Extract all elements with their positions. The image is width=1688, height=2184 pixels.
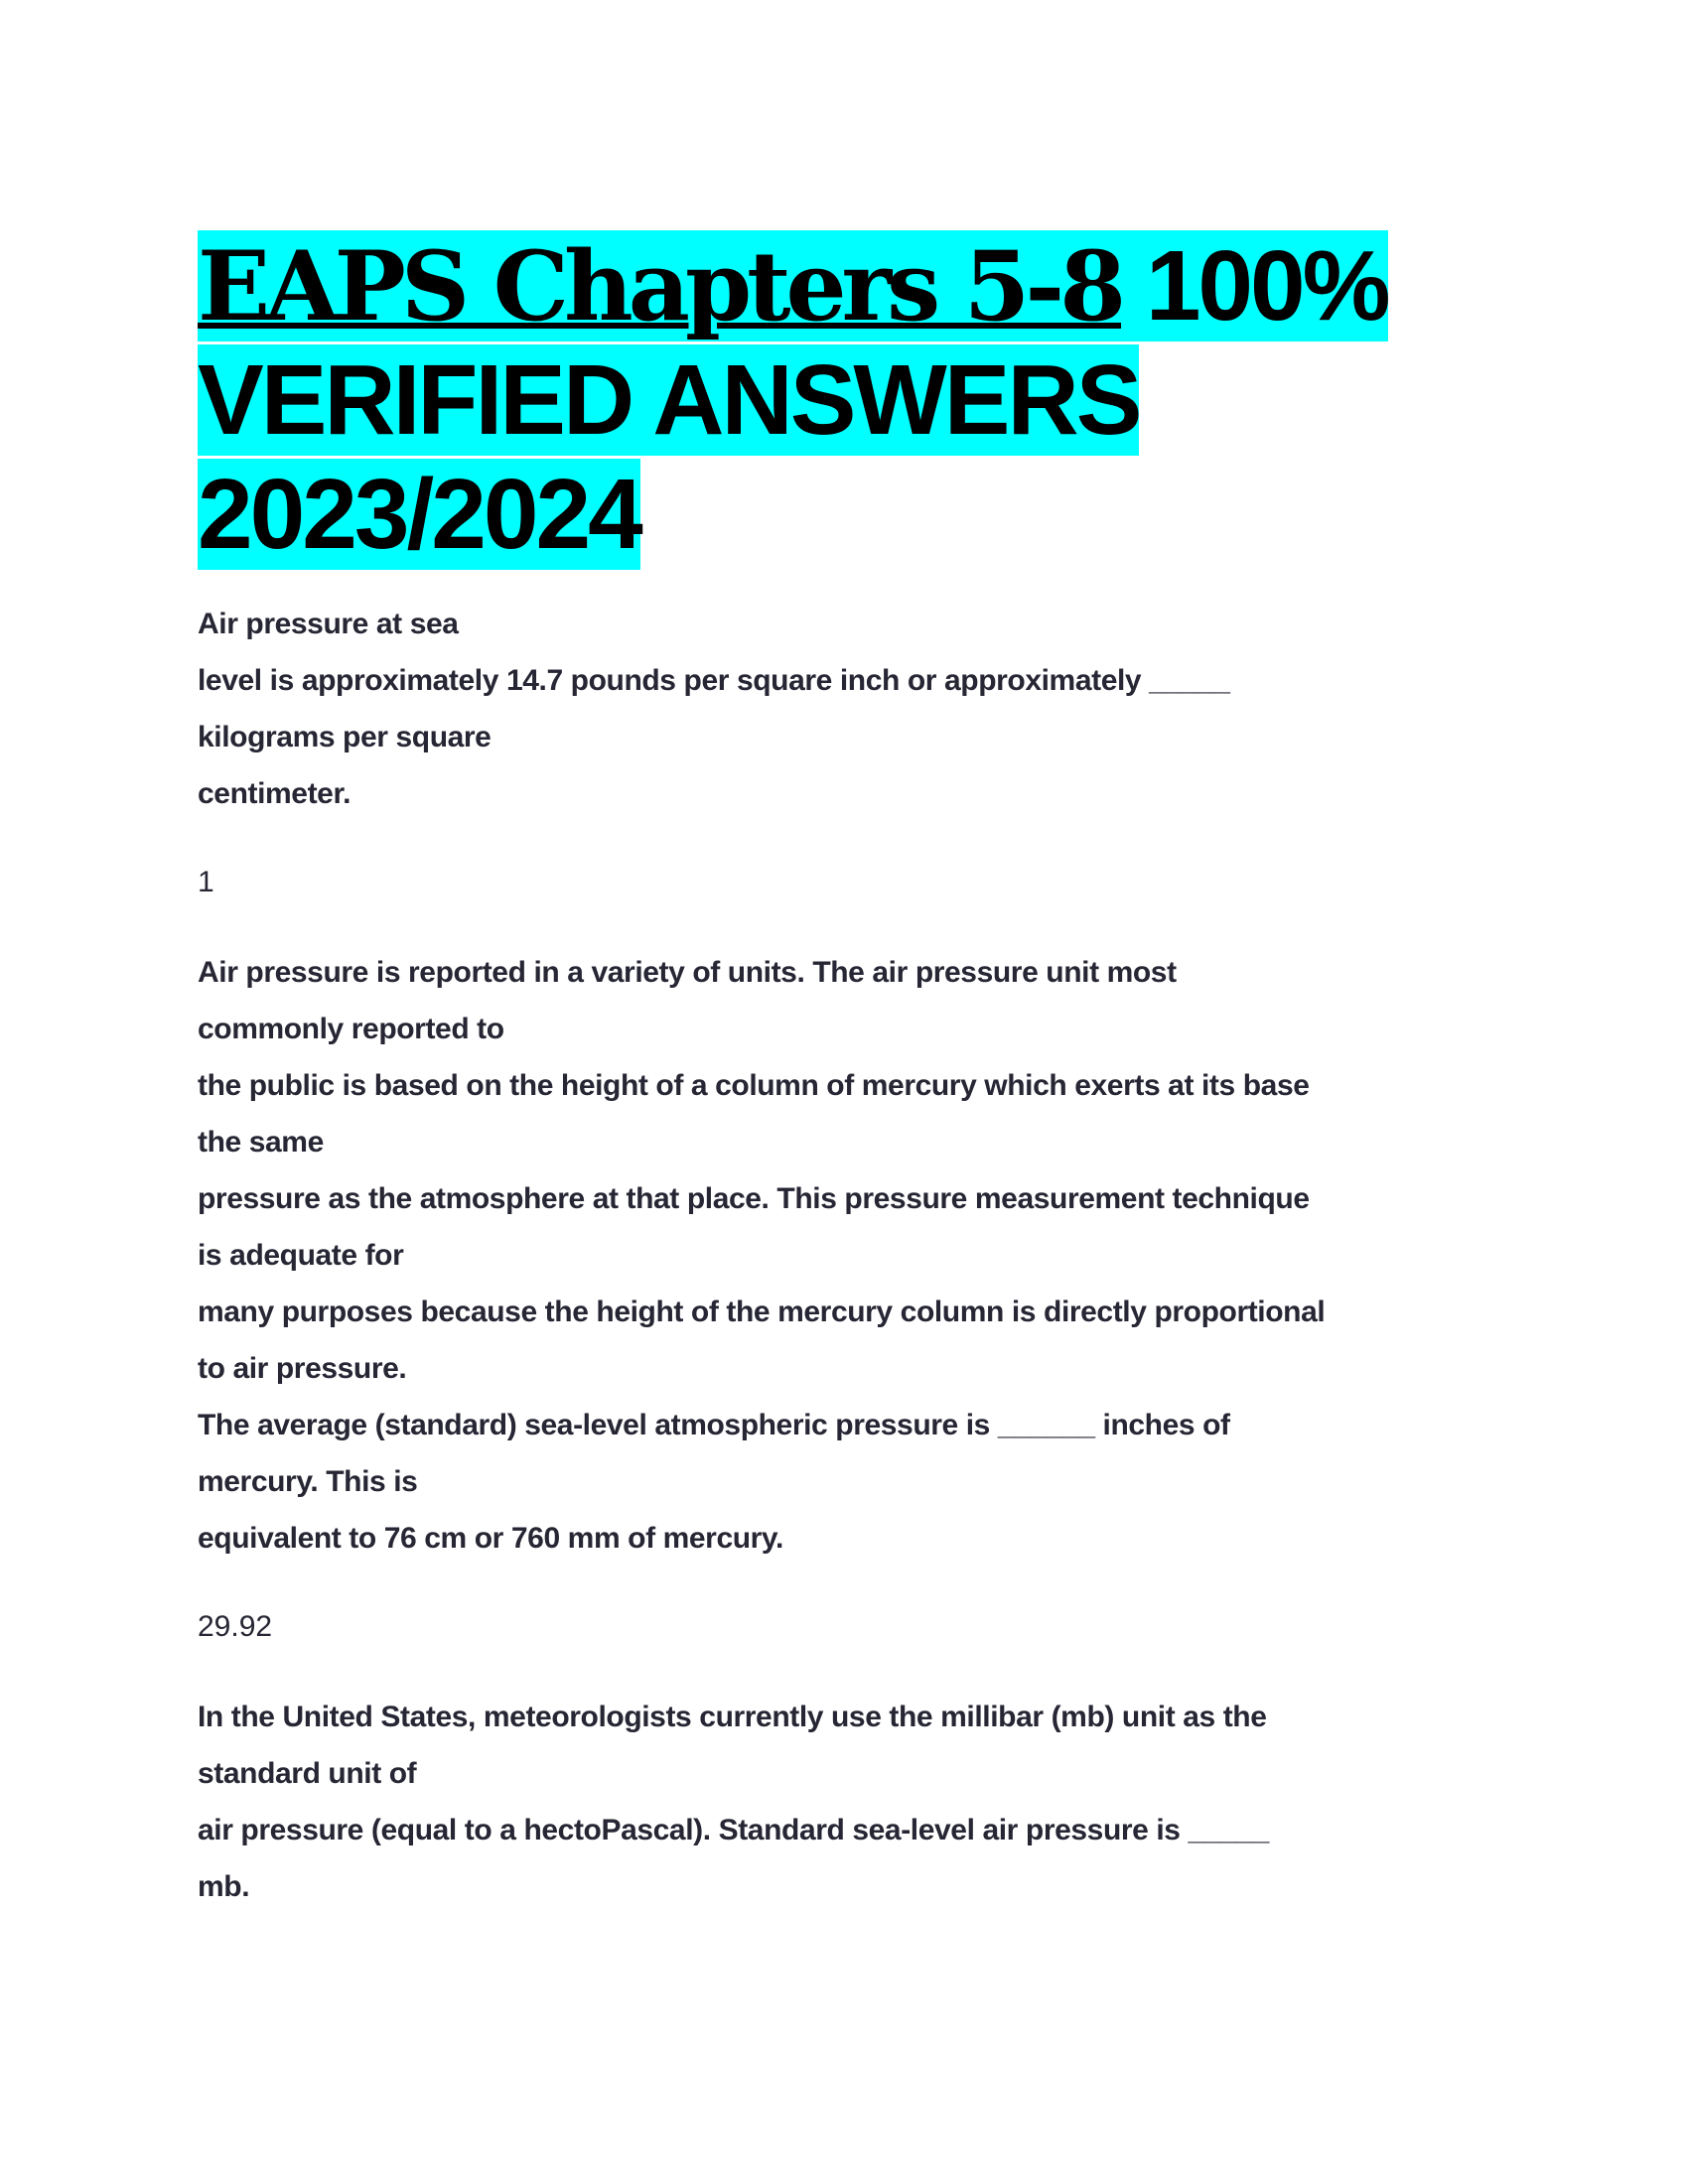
title-percent: 100% xyxy=(1121,230,1388,341)
answer-2: 29.92 xyxy=(198,1610,273,1643)
answer-1: 1 xyxy=(198,866,214,898)
title-link[interactable]: EAPS Chapters 5-8 xyxy=(198,230,1122,342)
question-line: level is approximately 14.7 pounds per square inch or approximately _____ xyxy=(198,664,1230,697)
question-line: is adequate for xyxy=(198,1239,404,1272)
question-line: Air pressure at sea xyxy=(198,608,459,640)
question-2 xyxy=(198,944,1508,1567)
document-title xyxy=(198,229,1389,572)
question-line: air pressure (equal to a hectoPascal). Standard sea-level air pressure is _____ xyxy=(198,1814,1269,1846)
question-line: equivalent to 76 cm or 760 mm of mercury. xyxy=(198,1522,783,1555)
question-line: centimeter. xyxy=(198,777,352,810)
question-line: standard unit of xyxy=(198,1757,417,1790)
question-1 xyxy=(198,596,1508,822)
question-line: The average (standard) sea-level atmospheric pressure is ______ inches of xyxy=(198,1409,1230,1441)
question-line: In the United States, meteorologists currently use the millibar (mb) unit as the xyxy=(198,1701,1267,1733)
question-line: many purposes because the height of the mercury column is directly proportional xyxy=(198,1296,1326,1328)
question-line: to air pressure. xyxy=(198,1352,407,1385)
question-line: the same xyxy=(198,1126,324,1159)
question-line: Air pressure is reported in a variety of units. The air pressure unit most xyxy=(198,956,1177,989)
question-line: pressure as the atmosphere at that place. This pressure measurement technique xyxy=(198,1182,1310,1215)
question-line: the public is based on the height of a column of mercury which exerts at its base xyxy=(198,1069,1310,1102)
question-line: commonly reported to xyxy=(198,1013,504,1045)
title-line-3: 2023/2024 xyxy=(198,459,640,570)
question-line: mercury. This is xyxy=(198,1465,418,1498)
question-3 xyxy=(198,1689,1508,1915)
question-line: kilograms per square xyxy=(198,721,492,753)
question-line: mb. xyxy=(198,1870,250,1903)
title-line-2: VERIFIED ANSWERS xyxy=(198,344,1140,456)
